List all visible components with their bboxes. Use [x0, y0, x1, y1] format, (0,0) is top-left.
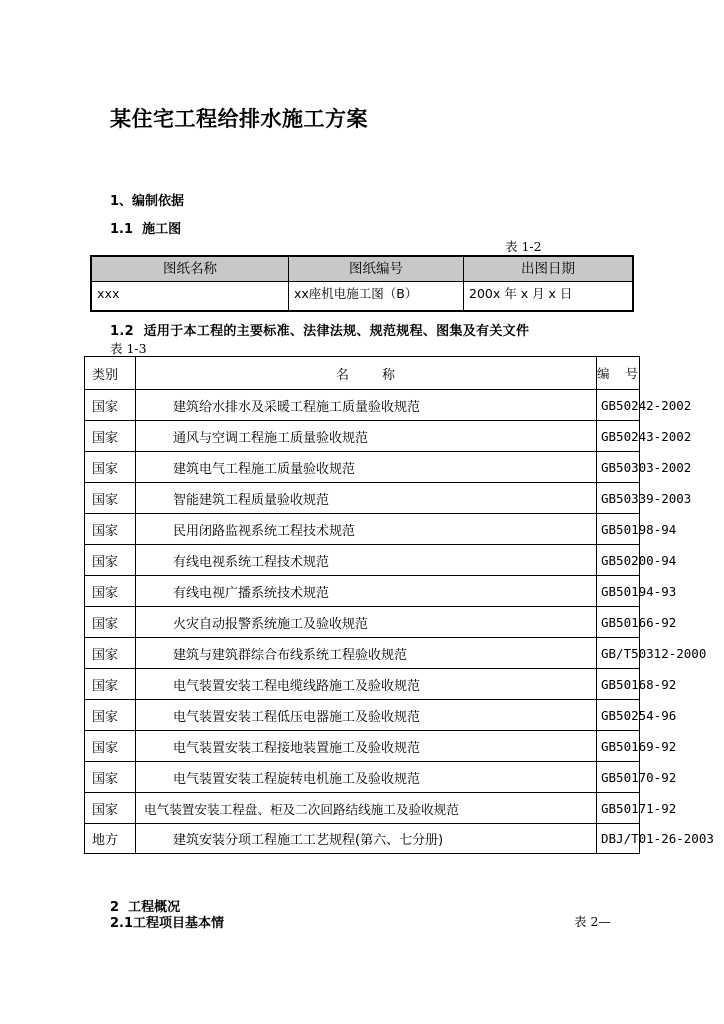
table-row [85, 761, 677, 792]
row-category: 国家 [92, 461, 119, 477]
row-category: 国家 [92, 523, 119, 539]
table-header-code: 编 号 [597, 366, 638, 381]
row-code: DBJ/T01-26-2003 [601, 831, 714, 846]
row-name: 有线电视系统工程技术规范 [173, 554, 330, 570]
row-code: GB50169-92 [601, 738, 677, 754]
row-code: GB50171-92 [601, 800, 677, 816]
row-name: 建筑安装分项工程施工工艺规程(第六、七分册) [173, 833, 444, 848]
table-row [85, 420, 692, 451]
table-row [85, 699, 677, 730]
row-name: 电气装置安装工程旋转电机施工及验收规范 [173, 771, 421, 787]
table-row [85, 575, 677, 606]
row-name: 智能建筑工程质量验收规范 [173, 492, 330, 508]
row-code: GB50168-92 [601, 676, 677, 692]
row-category: 国家 [92, 399, 119, 415]
row-name: 建筑给水排水及采暖工程施工质量验收规范 [173, 399, 421, 415]
row-category: 国家 [92, 430, 119, 446]
row-code: GB50254-96 [601, 707, 677, 723]
row-code: GB50194-93 [601, 583, 677, 599]
drawing-table [90, 255, 634, 312]
row-category: 国家 [92, 492, 119, 508]
table-header-category: 类别 [92, 367, 119, 383]
table-row [85, 606, 677, 637]
row-name: 通风与空调工程施工质量验收规范 [173, 430, 369, 446]
row-name: 电气装置安装工程低压电器施工及验收规范 [173, 709, 421, 725]
row-code: GB50198-94 [601, 521, 677, 537]
table-row [85, 544, 677, 575]
table-cell-drawing-name: xxx [97, 286, 120, 301]
table-cell-drawing-number: xx座机电施工图（B） [294, 286, 418, 301]
table-row [85, 451, 692, 482]
table-row [85, 730, 677, 761]
table-row [85, 668, 677, 699]
table-row [85, 389, 692, 420]
row-name: 电气装置安装工程电缆线路施工及验收规范 [173, 678, 421, 694]
row-name: 建筑电气工程施工质量验收规范 [173, 461, 356, 477]
row-category: 国家 [92, 709, 119, 725]
table-row [85, 513, 677, 544]
section-2-heading: 2 工程概况 [110, 900, 181, 915]
standards-table [84, 356, 714, 854]
row-code: GB50242-2002 [601, 397, 692, 413]
section-1-1-heading: 1.1 施工图 [110, 222, 182, 237]
row-code: GB50200-94 [601, 552, 677, 568]
row-category: 国家 [92, 616, 119, 632]
row-category: 地方 [92, 833, 119, 848]
row-code: GB50339-2003 [601, 490, 692, 506]
table-header-issue-date: 出图日期 [464, 257, 632, 282]
row-category: 国家 [92, 740, 119, 756]
row-code: GB50166-92 [601, 614, 677, 630]
table-1-2-label: 表 1-2 [505, 239, 542, 254]
row-name: 民用闭路监视系统工程技术规范 [173, 523, 356, 539]
row-name: 电气装置安装工程接地装置施工及验收规范 [173, 740, 421, 756]
row-code: GB50170-92 [601, 769, 677, 785]
table-header-name: 名 称 [335, 367, 396, 383]
table-row [85, 637, 707, 668]
table-header-drawing-name: 图纸名称 [92, 257, 288, 282]
table-1-3-label: 表 1-3 [110, 341, 147, 356]
section-2-1-heading: 2.1工程项目基本情 [110, 916, 225, 931]
row-name: 电气装置安装工程盘、柜及二次回路结线施工及验收规范 [144, 801, 459, 817]
table-row [85, 792, 677, 823]
row-name: 火灾自动报警系统施工及验收规范 [173, 616, 369, 632]
section-1-2-heading: 1.2 适用于本工程的主要标准、法律法规、规范规程、图集及有关文件 [110, 324, 530, 339]
section-1-heading: 1、编制依据 [110, 194, 185, 209]
row-name: 建筑与建筑群综合布线系统工程验收规范 [173, 647, 408, 663]
row-category: 国家 [92, 554, 119, 570]
row-code: GB/T50312-2000 [601, 645, 707, 661]
table-header-drawing-number: 图纸编号 [289, 257, 463, 282]
table-row [85, 823, 714, 853]
table-row [85, 482, 692, 513]
table-cell-issue-date: 200x 年 x 月 x 日 [469, 286, 573, 301]
row-category: 国家 [92, 585, 119, 601]
row-category: 国家 [92, 678, 119, 694]
row-code: GB50243-2002 [601, 428, 692, 444]
row-name: 有线电视广播系统技术规范 [173, 585, 330, 601]
document-title: 某住宅工程给排水施工方案 [110, 107, 368, 131]
row-category: 国家 [92, 771, 119, 787]
row-code: GB50303-2002 [601, 459, 692, 475]
row-category: 国家 [92, 647, 119, 663]
row-category: 国家 [92, 802, 119, 818]
table-header-row [85, 357, 639, 389]
table-2-label: 表 2— [574, 914, 611, 929]
